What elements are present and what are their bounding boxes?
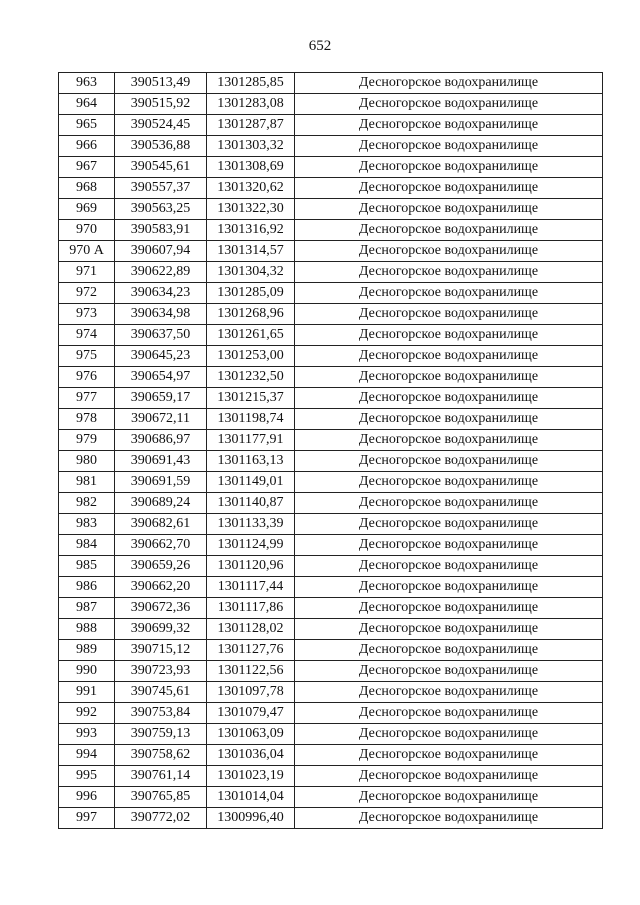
y-coordinate-cell: 1301127,76	[207, 640, 295, 661]
object-name-cell: Десногорское водохранилище	[295, 325, 603, 346]
table-row	[59, 241, 603, 262]
y-coordinate-cell: 1301261,65	[207, 325, 295, 346]
x-coordinate-cell: 390583,91	[115, 220, 207, 241]
object-name-cell: Десногорское водохранилище	[295, 346, 603, 367]
x-coordinate-cell: 390536,88	[115, 136, 207, 157]
table-row	[59, 409, 603, 430]
y-coordinate-cell: 1301304,32	[207, 262, 295, 283]
y-coordinate-cell: 1301023,19	[207, 766, 295, 787]
object-name-cell: Десногорское водохранилище	[295, 619, 603, 640]
x-coordinate-cell: 390691,59	[115, 472, 207, 493]
y-coordinate-cell: 1301079,47	[207, 703, 295, 724]
y-coordinate-cell: 1301316,92	[207, 220, 295, 241]
object-name-cell: Десногорское водохранилище	[295, 556, 603, 577]
point-number-cell: 967	[59, 157, 115, 178]
y-coordinate-cell: 1301308,69	[207, 157, 295, 178]
x-coordinate-cell: 390659,17	[115, 388, 207, 409]
y-coordinate-cell: 1301128,02	[207, 619, 295, 640]
point-number-cell: 996	[59, 787, 115, 808]
table-row	[59, 745, 603, 766]
y-coordinate-cell: 1301285,09	[207, 283, 295, 304]
point-number-cell: 984	[59, 535, 115, 556]
y-coordinate-cell: 1301320,62	[207, 178, 295, 199]
table-row	[59, 157, 603, 178]
x-coordinate-cell: 390513,49	[115, 73, 207, 94]
table-row	[59, 472, 603, 493]
y-coordinate-cell: 1301268,96	[207, 304, 295, 325]
table-row	[59, 598, 603, 619]
object-name-cell: Десногорское водохранилище	[295, 703, 603, 724]
object-name-cell: Десногорское водохранилище	[295, 493, 603, 514]
point-number-cell: 966	[59, 136, 115, 157]
point-number-cell: 978	[59, 409, 115, 430]
table-row	[59, 787, 603, 808]
x-coordinate-cell: 390622,89	[115, 262, 207, 283]
object-name-cell: Десногорское водохранилище	[295, 682, 603, 703]
table-row	[59, 493, 603, 514]
point-number-cell: 976	[59, 367, 115, 388]
object-name-cell: Десногорское водохранилище	[295, 514, 603, 535]
table-row	[59, 724, 603, 745]
object-name-cell: Десногорское водохранилище	[295, 367, 603, 388]
y-coordinate-cell: 1301198,74	[207, 409, 295, 430]
x-coordinate-cell: 390689,24	[115, 493, 207, 514]
x-coordinate-cell: 390699,32	[115, 619, 207, 640]
y-coordinate-cell: 1301163,13	[207, 451, 295, 472]
y-coordinate-cell: 1301285,85	[207, 73, 295, 94]
point-number-cell: 997	[59, 808, 115, 829]
object-name-cell: Десногорское водохранилище	[295, 535, 603, 556]
table-row	[59, 199, 603, 220]
table-row	[59, 514, 603, 535]
x-coordinate-cell: 390637,50	[115, 325, 207, 346]
table-row	[59, 325, 603, 346]
point-number-cell: 992	[59, 703, 115, 724]
y-coordinate-cell: 1301303,32	[207, 136, 295, 157]
x-coordinate-cell: 390607,94	[115, 241, 207, 262]
x-coordinate-cell: 390545,61	[115, 157, 207, 178]
point-number-cell: 975	[59, 346, 115, 367]
x-coordinate-cell: 390634,23	[115, 283, 207, 304]
table-row	[59, 682, 603, 703]
y-coordinate-cell: 1301097,78	[207, 682, 295, 703]
table-row	[59, 766, 603, 787]
y-coordinate-cell: 1301122,56	[207, 661, 295, 682]
x-coordinate-cell: 390515,92	[115, 94, 207, 115]
y-coordinate-cell: 1301283,08	[207, 94, 295, 115]
table-row	[59, 304, 603, 325]
y-coordinate-cell: 1301149,01	[207, 472, 295, 493]
point-number-cell: 964	[59, 94, 115, 115]
table-row	[59, 535, 603, 556]
x-coordinate-cell: 390557,37	[115, 178, 207, 199]
object-name-cell: Десногорское водохранилище	[295, 220, 603, 241]
y-coordinate-cell: 1301124,99	[207, 535, 295, 556]
table-row	[59, 73, 603, 94]
x-coordinate-cell: 390662,20	[115, 577, 207, 598]
table-row	[59, 388, 603, 409]
object-name-cell: Десногорское водохранилище	[295, 388, 603, 409]
table-row	[59, 808, 603, 829]
point-number-cell: 963	[59, 73, 115, 94]
point-number-cell: 968	[59, 178, 115, 199]
object-name-cell: Десногорское водохранилище	[295, 451, 603, 472]
object-name-cell: Десногорское водохранилище	[295, 787, 603, 808]
point-number-cell: 970 А	[59, 241, 115, 262]
object-name-cell: Десногорское водохранилище	[295, 577, 603, 598]
x-coordinate-cell: 390563,25	[115, 199, 207, 220]
object-name-cell: Десногорское водохранилище	[295, 745, 603, 766]
y-coordinate-cell: 1301322,30	[207, 199, 295, 220]
point-number-cell: 977	[59, 388, 115, 409]
table-row	[59, 220, 603, 241]
x-coordinate-cell: 390659,26	[115, 556, 207, 577]
point-number-cell: 989	[59, 640, 115, 661]
table-row	[59, 178, 603, 199]
x-coordinate-cell: 390765,85	[115, 787, 207, 808]
y-coordinate-cell: 1301014,04	[207, 787, 295, 808]
x-coordinate-cell: 390654,97	[115, 367, 207, 388]
point-number-cell: 971	[59, 262, 115, 283]
y-coordinate-cell: 1301314,57	[207, 241, 295, 262]
point-number-cell: 995	[59, 766, 115, 787]
object-name-cell: Десногорское водохранилище	[295, 430, 603, 451]
point-number-cell: 991	[59, 682, 115, 703]
point-number-cell: 979	[59, 430, 115, 451]
table-row	[59, 115, 603, 136]
table-row	[59, 577, 603, 598]
table-row	[59, 367, 603, 388]
table-row	[59, 283, 603, 304]
point-number-cell: 994	[59, 745, 115, 766]
object-name-cell: Десногорское водохранилище	[295, 241, 603, 262]
object-name-cell: Десногорское водохранилище	[295, 157, 603, 178]
point-number-cell: 980	[59, 451, 115, 472]
point-number-cell: 982	[59, 493, 115, 514]
point-number-cell: 974	[59, 325, 115, 346]
y-coordinate-cell: 1301253,00	[207, 346, 295, 367]
y-coordinate-cell: 1301120,96	[207, 556, 295, 577]
object-name-cell: Десногорское водохранилище	[295, 136, 603, 157]
x-coordinate-cell: 390691,43	[115, 451, 207, 472]
x-coordinate-cell: 390761,14	[115, 766, 207, 787]
point-number-cell: 970	[59, 220, 115, 241]
x-coordinate-cell: 390753,84	[115, 703, 207, 724]
table-row	[59, 94, 603, 115]
y-coordinate-cell: 1301063,09	[207, 724, 295, 745]
object-name-cell: Десногорское водохранилище	[295, 409, 603, 430]
point-number-cell: 973	[59, 304, 115, 325]
point-number-cell: 969	[59, 199, 115, 220]
x-coordinate-cell: 390715,12	[115, 640, 207, 661]
point-number-cell: 972	[59, 283, 115, 304]
object-name-cell: Десногорское водохранилище	[295, 661, 603, 682]
table-row	[59, 640, 603, 661]
x-coordinate-cell: 390645,23	[115, 346, 207, 367]
point-number-cell: 986	[59, 577, 115, 598]
x-coordinate-cell: 390758,62	[115, 745, 207, 766]
object-name-cell: Десногорское водохранилище	[295, 262, 603, 283]
y-coordinate-cell: 1301133,39	[207, 514, 295, 535]
y-coordinate-cell: 1301117,44	[207, 577, 295, 598]
y-coordinate-cell: 1301232,50	[207, 367, 295, 388]
table-row	[59, 430, 603, 451]
table-row	[59, 346, 603, 367]
x-coordinate-cell: 390524,45	[115, 115, 207, 136]
table-row	[59, 661, 603, 682]
object-name-cell: Десногорское водохранилище	[295, 472, 603, 493]
x-coordinate-cell: 390682,61	[115, 514, 207, 535]
object-name-cell: Десногорское водохранилище	[295, 115, 603, 136]
object-name-cell: Десногорское водохранилище	[295, 808, 603, 829]
object-name-cell: Десногорское водохранилище	[295, 199, 603, 220]
x-coordinate-cell: 390634,98	[115, 304, 207, 325]
object-name-cell: Десногорское водохранилище	[295, 73, 603, 94]
table-row	[59, 262, 603, 283]
table-row	[59, 136, 603, 157]
x-coordinate-cell: 390772,02	[115, 808, 207, 829]
table-row	[59, 619, 603, 640]
y-coordinate-cell: 1301117,86	[207, 598, 295, 619]
y-coordinate-cell: 1301287,87	[207, 115, 295, 136]
table-row	[59, 556, 603, 577]
point-number-cell: 981	[59, 472, 115, 493]
page-number: 652	[308, 38, 332, 54]
y-coordinate-cell: 1301140,87	[207, 493, 295, 514]
object-name-cell: Десногорское водохранилище	[295, 724, 603, 745]
point-number-cell: 988	[59, 619, 115, 640]
object-name-cell: Десногорское водохранилище	[295, 640, 603, 661]
point-number-cell: 990	[59, 661, 115, 682]
object-name-cell: Десногорское водохранилище	[295, 283, 603, 304]
coordinates-table	[58, 72, 603, 829]
y-coordinate-cell: 1301177,91	[207, 430, 295, 451]
y-coordinate-cell: 1301215,37	[207, 388, 295, 409]
x-coordinate-cell: 390759,13	[115, 724, 207, 745]
x-coordinate-cell: 390662,70	[115, 535, 207, 556]
point-number-cell: 965	[59, 115, 115, 136]
object-name-cell: Десногорское водохранилище	[295, 94, 603, 115]
object-name-cell: Десногорское водохранилище	[295, 598, 603, 619]
point-number-cell: 983	[59, 514, 115, 535]
table-row	[59, 703, 603, 724]
object-name-cell: Десногорское водохранилище	[295, 178, 603, 199]
x-coordinate-cell: 390723,93	[115, 661, 207, 682]
point-number-cell: 985	[59, 556, 115, 577]
object-name-cell: Десногорское водохранилище	[295, 766, 603, 787]
object-name-cell: Десногорское водохранилище	[295, 304, 603, 325]
x-coordinate-cell: 390686,97	[115, 430, 207, 451]
x-coordinate-cell: 390672,11	[115, 409, 207, 430]
point-number-cell: 993	[59, 724, 115, 745]
table-row	[59, 451, 603, 472]
x-coordinate-cell: 390745,61	[115, 682, 207, 703]
point-number-cell: 987	[59, 598, 115, 619]
coordinates-table-body	[59, 73, 603, 829]
y-coordinate-cell: 1301036,04	[207, 745, 295, 766]
x-coordinate-cell: 390672,36	[115, 598, 207, 619]
y-coordinate-cell: 1300996,40	[207, 808, 295, 829]
